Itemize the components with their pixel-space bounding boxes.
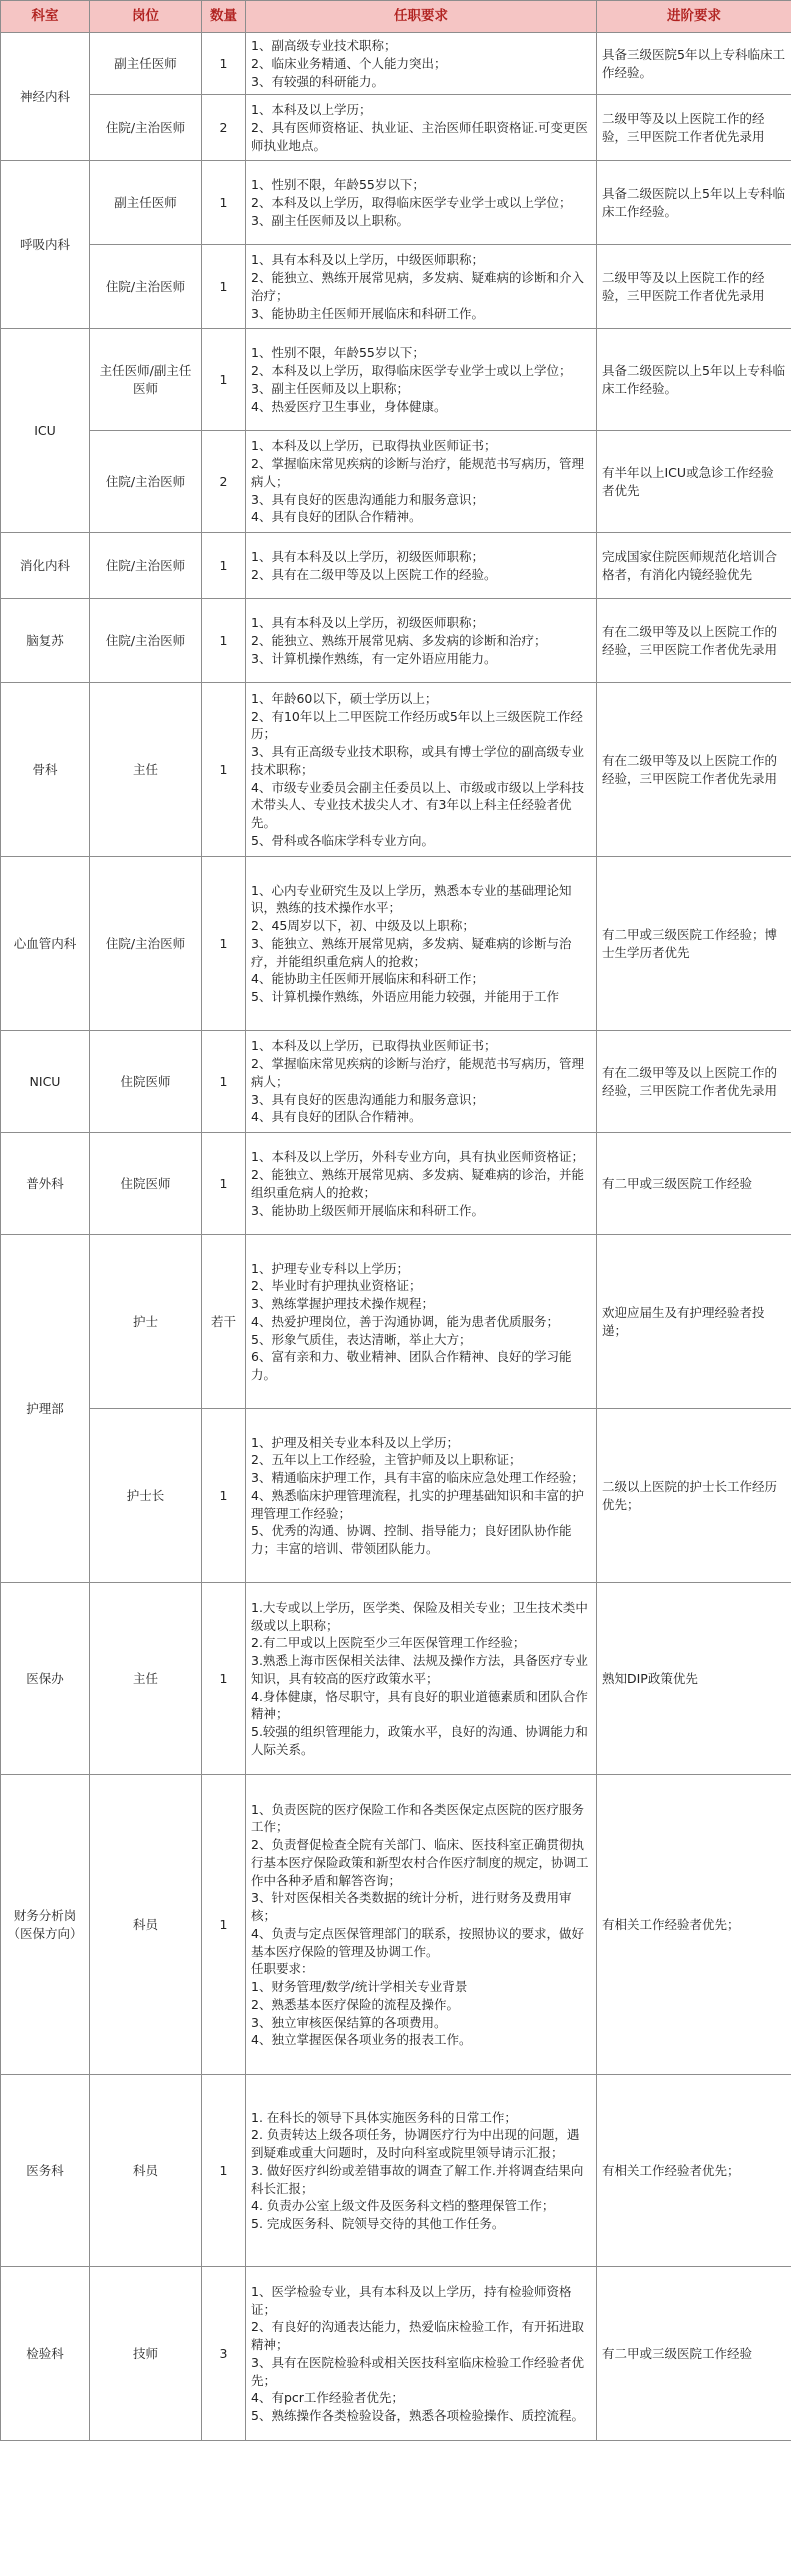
requirements-cell xyxy=(246,95,597,161)
advancement-cell: 二级甲等及以上医院工作的经验，三甲医院工作者优先录用 xyxy=(597,95,791,161)
requirements-cell xyxy=(246,33,597,95)
requirements-cell xyxy=(246,1409,597,1583)
position-cell: 住院/主治医师 xyxy=(90,245,202,329)
count-cell: 1 xyxy=(202,683,246,857)
requirement-line: 1、本科及以上学历，外科专业方向，具有执业医师资格证； xyxy=(251,1149,584,1165)
department-cell: 神经内科 xyxy=(1,33,90,161)
advancement-cell: 熟知DIP政策优先 xyxy=(597,1583,791,1775)
requirement-line: 5、形象气质佳，表达清晰，举止大方； xyxy=(251,1331,472,1347)
requirement-line: 3、副主任医师及以上职称。 xyxy=(251,212,409,228)
position-cell: 住院/主治医师 xyxy=(90,599,202,683)
requirement-line: 1、具有本科及以上学历，初级医师职称； xyxy=(251,549,484,564)
count-cell: 若干 xyxy=(202,1235,246,1409)
requirement-line: 2、能独立、熟练开展常见病，多发病、疑难病的诊断和介入治疗； xyxy=(251,270,584,303)
requirement-line: 4、有pcr工作经验者优先； xyxy=(251,2390,404,2406)
header-position: 岗位 xyxy=(90,1,202,33)
requirement-line: 2、毕业时有护理执业资格证； xyxy=(251,1278,422,1294)
advancement-cell: 完成国家住院医师规范化培训合格者，有消化内镜经验优先 xyxy=(597,533,791,599)
requirement-line: 2、本科及以上学历，取得临床医学专业学士或以上学位； xyxy=(251,363,572,378)
department-cell: ICU xyxy=(1,329,90,533)
count-cell: 1 xyxy=(202,533,246,599)
advancement-cell: 二级甲等及以上医院工作的经验，三甲医院工作者优先录用 xyxy=(597,245,791,329)
requirement-line: 3、有较强的科研能力。 xyxy=(251,73,384,89)
table-row xyxy=(1,683,791,857)
requirement-line: 3、具有良好的医患沟通能力和服务意识； xyxy=(251,1091,484,1107)
position-cell: 护士长 xyxy=(90,1409,202,1583)
advancement-cell: 具备二级医院以上5年以上专科临床工作经验。 xyxy=(597,329,791,431)
department-cell: NICU xyxy=(1,1031,90,1133)
table-row xyxy=(1,1031,791,1133)
requirement-line: 4、负责与定点医保管理部门的联系，按照协议的要求，做好基本医疗保险的管理及协调工作。 xyxy=(251,1925,584,1959)
requirement-line: 2、能独立、熟练开展常见病、多发病、疑难病的诊治，并能组织重危病人的抢救； xyxy=(251,1167,584,1200)
position-cell: 护士 xyxy=(90,1235,202,1409)
position-cell: 技师 xyxy=(90,2267,202,2441)
requirements-cell xyxy=(246,161,597,245)
count-cell: 3 xyxy=(202,2267,246,2441)
requirement-line: 3、针对医保相关各类数据的统计分析，进行财务及费用审核； xyxy=(251,1890,572,1923)
advancement-cell: 有相关工作经验者优先； xyxy=(597,1775,791,2075)
requirement-line: 任职要求： xyxy=(251,1961,314,1977)
position-cell: 副主任医师 xyxy=(90,33,202,95)
department-cell: 骨科 xyxy=(1,683,90,857)
requirement-line: 3、熟练掌握护理技术操作规程； xyxy=(251,1296,434,1312)
requirement-line: 1、年龄60以下，硕士学历以上； xyxy=(251,690,438,706)
position-cell: 住院/主治医师 xyxy=(90,95,202,161)
requirement-line: 5、优秀的沟通、协调、控制、指导能力；良好团队协作能力；丰富的培训、带领团队能力。 xyxy=(251,1523,572,1557)
requirements-cell xyxy=(246,683,597,857)
requirement-line: 1、本科及以上学历； xyxy=(251,102,372,118)
requirement-line: 2、掌握临床常见疾病的诊断与治疗，能规范书写病历，管理病人； xyxy=(251,456,584,489)
department-cell: 医务科 xyxy=(1,2075,90,2267)
requirement-line: 2、负责督促检查全院有关部门、临床、医技科室正确贯彻执行基本医疗保险政策和新型农村合作医疗制度的规定，协调工作中各种矛盾和解答咨询； xyxy=(251,1837,589,1888)
advancement-cell: 欢迎应届生及有护理经验者投递； xyxy=(597,1235,791,1409)
count-cell: 1 xyxy=(202,1775,246,2075)
requirement-line: 3、具有正高级专业技术职称，或具有博士学位的副高级专业技术职称； xyxy=(251,744,584,777)
requirement-line: 2. 负责转达上级各项任务，协调医疗行为中出现的问题，遇到疑难或重大问题时，及时向科室或院里领导请示汇报； xyxy=(251,2127,580,2161)
table-row xyxy=(1,161,791,245)
requirement-line: 1、副高级专业技术职称； xyxy=(251,38,397,53)
requirement-line: 5、熟练操作各类检验设备，熟悉各项检验操作、质控流程。 xyxy=(251,2408,584,2423)
requirement-line: 3. 做好医疗纠纷或差错事故的调查了解工作.并将调查结果向科长汇报； xyxy=(251,2162,584,2196)
count-cell: 2 xyxy=(202,431,246,533)
requirement-line: 4、市级专业委员会副主任委员以上、市级或市级以上学科技术带头人、专业技术拔尖人才、有3年以上科主任经验者优先。 xyxy=(251,779,584,831)
table-row xyxy=(1,1133,791,1235)
count-cell: 1 xyxy=(202,33,246,95)
requirement-line: 1、负责医院的医疗保险工作和各类医保定点医院的医疗服务工作； xyxy=(251,1801,584,1835)
requirements-cell xyxy=(246,533,597,599)
department-cell: 医保办 xyxy=(1,1583,90,1775)
table-row xyxy=(1,857,791,1031)
table-row xyxy=(1,245,791,329)
count-cell: 1 xyxy=(202,245,246,329)
requirement-line: 4、独立掌握医保各项业务的报表工作。 xyxy=(251,2032,472,2048)
table-row xyxy=(1,533,791,599)
table-row xyxy=(1,33,791,95)
requirement-line: 2、熟悉基本医疗保险的流程及操作。 xyxy=(251,1996,459,2012)
requirement-line: 2、45周岁以下，初、中级及以上职称； xyxy=(251,918,475,934)
requirement-line: 2、具有医师资格证、执业证、主治医师任职资格证.可变更医师执业地点。 xyxy=(251,119,588,153)
requirement-line: 4、具有良好的团队合作精神。 xyxy=(251,509,422,525)
requirements-cell xyxy=(246,599,597,683)
requirements-cell xyxy=(246,1235,597,1409)
requirement-line: 2、掌握临床常见疾病的诊断与治疗，能规范书写病历，管理病人； xyxy=(251,1056,584,1089)
requirement-line: 1、心内专业研究生及以上学历，熟悉本专业的基础理论知识，熟练的技术操作水平； xyxy=(251,882,572,916)
requirement-line: 4. 负责办公室上级文件及医务科文档的整理保管工作； xyxy=(251,2198,555,2214)
header-advancement: 进阶要求 xyxy=(597,1,791,33)
requirement-line: 3、副主任医师及以上职称； xyxy=(251,380,409,396)
requirement-line: 1、性别不限，年龄55岁以下； xyxy=(251,345,425,361)
requirement-line: 1、财务管理/数学/统计学相关专业背景 xyxy=(251,1979,468,1994)
requirement-line: 1、本科及以上学历，已取得执业医师证书； xyxy=(251,1038,497,1054)
requirement-line: 1、性别不限，年龄55岁以下； xyxy=(251,177,425,193)
requirement-line: 2、有良好的沟通表达能力，热爱临床检验工作，有开拓进取精神； xyxy=(251,2319,584,2352)
count-cell: 1 xyxy=(202,2075,246,2267)
count-cell: 1 xyxy=(202,1409,246,1583)
requirement-line: 5、骨科或各临床学科专业方向。 xyxy=(251,832,434,848)
count-cell: 1 xyxy=(202,1133,246,1235)
requirement-line: 1、具有本科及以上学历，初级医师职称； xyxy=(251,615,484,631)
department-cell: 普外科 xyxy=(1,1133,90,1235)
position-cell: 住院/主治医师 xyxy=(90,431,202,533)
table-row xyxy=(1,1409,791,1583)
advancement-cell: 有在二级甲等及以上医院工作的经验，三甲医院工作者优先录用 xyxy=(597,1031,791,1133)
requirement-line: 1、护理及相关专业本科及以上学历； xyxy=(251,1434,459,1450)
count-cell: 2 xyxy=(202,95,246,161)
requirement-line: 2.有二甲或以上医院至少三年医保管理工作经验； xyxy=(251,1635,526,1651)
table-row xyxy=(1,599,791,683)
department-cell: 脑复苏 xyxy=(1,599,90,683)
position-cell: 住院/主治医师 xyxy=(90,857,202,1031)
requirement-line: 4、热爱护理岗位，善于沟通协调，能为患者优质服务； xyxy=(251,1313,559,1329)
requirements-cell xyxy=(246,1583,597,1775)
requirements-cell xyxy=(246,1775,597,2075)
requirements-cell xyxy=(246,2075,597,2267)
requirements-cell xyxy=(246,857,597,1031)
department-cell: 检验科 xyxy=(1,2267,90,2441)
header-count: 数量 xyxy=(202,1,246,33)
advancement-cell: 有在二级甲等及以上医院工作的经验，三甲医院工作者优先录用 xyxy=(597,599,791,683)
count-cell: 1 xyxy=(202,1583,246,1775)
requirement-line: 4、能协助主任医师开展临床和科研工作； xyxy=(251,971,484,987)
requirement-line: 3.熟悉上海市医保相关法律、法规及操作方法，具备医疗专业知识，具有较高的医疗政策水平； xyxy=(251,1653,588,1686)
requirement-line: 3、计算机操作熟练，有一定外语应用能力。 xyxy=(251,650,497,666)
requirements-cell xyxy=(246,245,597,329)
table-header xyxy=(1,1,791,33)
header-department: 科室 xyxy=(1,1,90,33)
position-cell: 主任 xyxy=(90,1583,202,1775)
advancement-cell: 二级以上医院的护士长工作经历优先； xyxy=(597,1409,791,1583)
requirement-line: 3、能协助主任医师开展临床和科研工作。 xyxy=(251,305,484,321)
department-cell: 财务分析岗（医保方向） xyxy=(1,1775,90,2075)
table-row xyxy=(1,2267,791,2441)
requirement-line: 5. 完成医务科、院领导交待的其他工作任务。 xyxy=(251,2216,505,2232)
requirement-line: 3、能协助上级医师开展临床和科研工作。 xyxy=(251,1202,484,1218)
requirement-line: 1、具有本科及以上学历，中级医师职称； xyxy=(251,252,484,268)
advancement-cell: 有相关工作经验者优先； xyxy=(597,2075,791,2267)
department-cell: 消化内科 xyxy=(1,533,90,599)
requirements-cell xyxy=(246,431,597,533)
requirement-line: 3、能独立、熟练开展常见病，多发病、疑难病的诊断与治疗，并能组织重危病人的抢救； xyxy=(251,935,572,969)
requirement-line: 2、有10年以上二甲医院工作经历或5年以上三级医院工作经历； xyxy=(251,708,583,742)
position-cell: 副主任医师 xyxy=(90,161,202,245)
count-cell: 1 xyxy=(202,599,246,683)
header-requirements: 任职要求 xyxy=(246,1,597,33)
table-row xyxy=(1,1583,791,1775)
count-cell: 1 xyxy=(202,161,246,245)
requirement-line: 2、能独立、熟练开展常见病、多发病的诊断和治疗； xyxy=(251,632,547,648)
requirement-line: 6、富有亲和力、敬业精神、团队合作精神、良好的学习能力。 xyxy=(251,1349,572,1383)
requirement-line: 3、精通临床护理工作，具有丰富的临床应急处理工作经验； xyxy=(251,1470,584,1486)
position-cell: 住院医师 xyxy=(90,1031,202,1133)
requirement-line: 1、护理专业专科以上学历； xyxy=(251,1260,409,1276)
requirement-line: 1、医学检验专业，具有本科及以上学历，持有检验师资格证； xyxy=(251,2283,572,2317)
requirements-cell xyxy=(246,1031,597,1133)
table-row xyxy=(1,95,791,161)
table-row xyxy=(1,1775,791,2075)
requirement-line: 1. 在科长的领导下具体实施医务科的日常工作； xyxy=(251,2109,517,2125)
requirement-line: 2、临床业务精通、个人能力突出； xyxy=(251,55,447,71)
department-cell: 心血管内科 xyxy=(1,857,90,1031)
requirement-line: 4、热爱医疗卫生事业，身体健康。 xyxy=(251,398,447,414)
table-row xyxy=(1,1235,791,1409)
table-row xyxy=(1,2075,791,2267)
header-row xyxy=(1,1,791,33)
requirement-line: 3、独立审核医保结算的各项费用。 xyxy=(251,2014,447,2030)
requirement-line: 1、本科及以上学历，已取得执业医师证书； xyxy=(251,438,497,454)
advancement-cell: 有二甲或三级医院工作经验 xyxy=(597,1133,791,1235)
advancement-cell: 具备三级医院5年以上专科临床工作经验。 xyxy=(597,33,791,95)
advancement-cell: 具备二级医院以上5年以上专科临床工作经验。 xyxy=(597,161,791,245)
advancement-cell: 有二甲或三级医院工作经验 xyxy=(597,2267,791,2441)
requirement-line: 2、本科及以上学历，取得临床医学专业学士或以上学位； xyxy=(251,194,572,210)
requirement-line: 4.身体健康，恪尽职守，具有良好的职业道德素质和团队合作精神； xyxy=(251,1688,588,1722)
requirement-line: 3、具有在医院检验科或相关医技科室临床检验工作经验者优先； xyxy=(251,2354,584,2388)
requirement-line: 3、具有良好的医患沟通能力和服务意识； xyxy=(251,491,484,507)
count-cell: 1 xyxy=(202,1031,246,1133)
requirement-line: 4、熟悉临床护理管理流程，扎实的护理基础知识和丰富的护理管理工作经验； xyxy=(251,1487,584,1521)
position-cell: 住院医师 xyxy=(90,1133,202,1235)
requirements-cell xyxy=(246,329,597,431)
position-cell: 科员 xyxy=(90,2075,202,2267)
requirements-cell xyxy=(246,1133,597,1235)
requirement-line: 2、五年以上工作经验，主管护师及以上职称证； xyxy=(251,1452,522,1468)
position-cell: 主任医师/副主任医师 xyxy=(90,329,202,431)
count-cell: 1 xyxy=(202,857,246,1031)
table-row xyxy=(1,329,791,431)
count-cell: 1 xyxy=(202,329,246,431)
requirements-cell xyxy=(246,2267,597,2441)
requirement-line: 4、具有良好的团队合作精神。 xyxy=(251,1109,422,1125)
advancement-cell: 有半年以上ICU或急诊工作经验者优先 xyxy=(597,431,791,533)
advancement-cell: 有在二级甲等及以上医院工作的经验，三甲医院工作者优先录用 xyxy=(597,683,791,857)
table-body xyxy=(1,33,791,2441)
table-row xyxy=(1,431,791,533)
requirement-line: 2、具有在二级甲等及以上医院工作的经验。 xyxy=(251,566,497,582)
position-cell: 住院/主治医师 xyxy=(90,533,202,599)
position-cell: 主任 xyxy=(90,683,202,857)
requirement-line: 1.大专或以上学历，医学类、保险及相关专业；卫生技术类中级或以上职称； xyxy=(251,1599,588,1633)
department-cell: 护理部 xyxy=(1,1235,90,1583)
requirement-line: 5.较强的组织管理能力，政策水平，良好的沟通、协调能力和人际关系。 xyxy=(251,1724,588,1757)
position-cell: 科员 xyxy=(90,1775,202,2075)
requirement-line: 5、计算机操作熟练，外语应用能力较强，并能用于工作 xyxy=(251,989,559,1005)
advancement-cell: 有二甲或三级医院工作经验；博士生学历者优先 xyxy=(597,857,791,1031)
department-cell: 呼吸内科 xyxy=(1,161,90,329)
